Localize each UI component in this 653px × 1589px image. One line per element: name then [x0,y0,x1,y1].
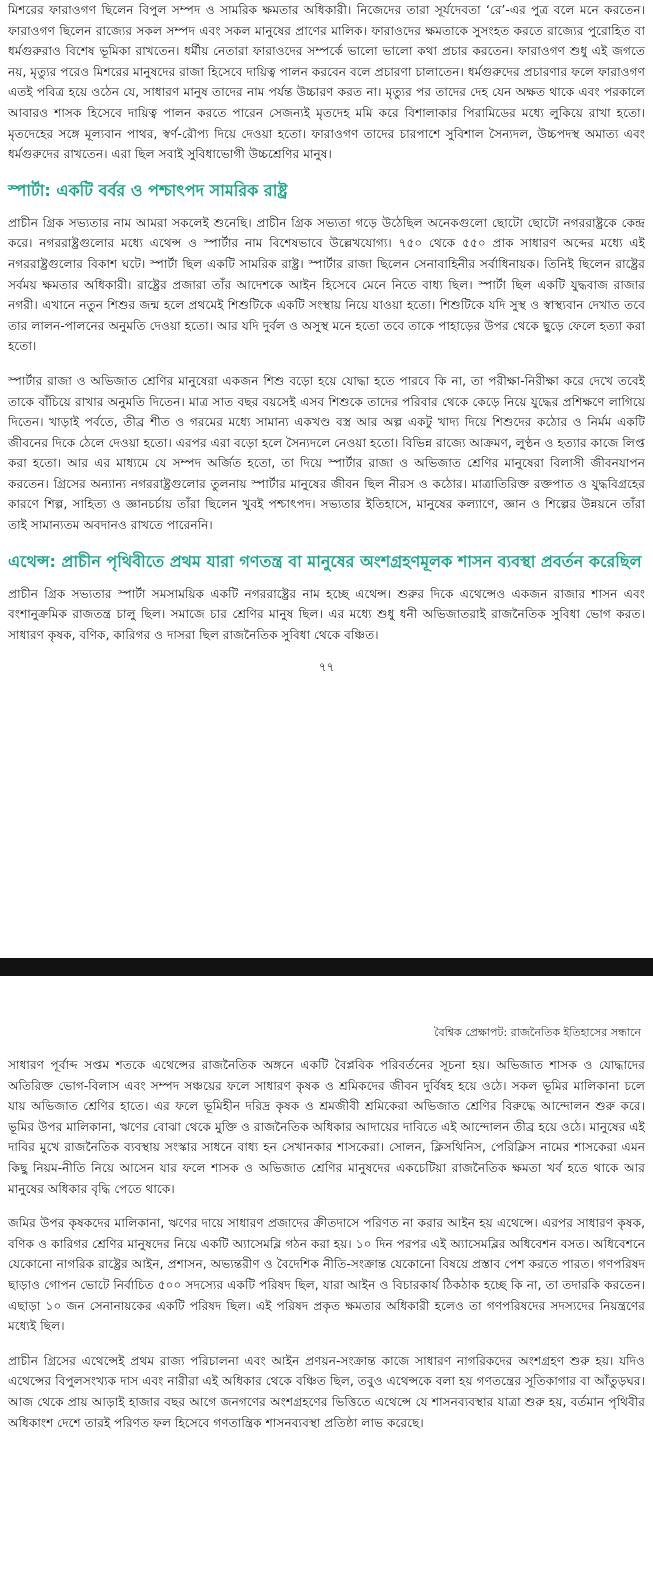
paragraph-athens-intro: প্রাচীন গ্রিক সভ্যতার স্পার্টা সমসাময়িক একটি নগররাষ্ট্রের নাম হচ্ছে এথেন্স। শুরুর দিকে এথেন্সেও একজন রাজার শাসন এবং বংশানুক্রমিক রাজতন্ত্র চালু ছিল। সমাজে চার শ্রেণির মানুষ ছিল। এর মধ্যে শুধু ধনী অভিজাতরাই রাজনৈতিক সুবিধা ভোগ করত। সাধারণ কৃষক, বণিক, কারিগর ও দাসরা ছিল রাজনৈতিক সুবিধা থেকে বঞ্চিত। [8,586,645,642]
heading-athens: এথেন্স: প্রাচীন পৃথিবীতে প্রথম যারা গণতন্ত্র বা মানুষের অংশগ্রহণমূলক শাসন ব্যবস্থা প্রবর্তন করেছিল [8,551,642,571]
paragraph-athens-assembly: জমির উপর কৃষকদের মালিকানা, ঋণের দায়ে সাধারণ প্রজাদের ক্রীতদাসে পরিণত না করার আইন হয় এথেন্সে। এরপর সাধারণ কৃষক, বণিক ও কারিগর শ্রেণির মানুষদের নিয়ে একটি অ্যাসেমব্লি গঠন করা হয়। ১০ দিন পরপর এই অ্যাসেমব্লির অধিবেশন বসত। অধিবেশনে যেকোনো নাগরিক রাষ্ট্রের আইন, প্রশাসন, অভ্যন্তরীণ ও বৈদেশিক নীতি-সংক্রান্ত যেকোনো বিষয়ে প্রস্তাব পেশ করতে পারত। গণপরিষদ ছাড়াও গোপন ভোটে নির্বাচিত ৫০০ সদস্যের একটি পরিষদ ছিল, যারা আইন ও বিচারকার্য ঠিকঠাক হচ্ছে কি না, তা তদারকি করতেন। এছাড়া ১০ জন সেনানায়কের একটি পরিষদ ছিল। এই পরিষদ প্রকৃত ক্ষমতার অধিকারী হলেও তা গণপরিষদের সদস্যদের নিয়ন্ত্রণের মধ্যেই ছিল। [8,1216,645,1334]
paragraph-athens-reform: সাধারণ পূর্বাব্দ সপ্তম শতকে এথেন্সের রাজনৈতিক অঙ্গনে একটি বৈপ্লবিক পরিবর্তনের সূচনা হয়। অভিজাত শাসক ও যোদ্ধাদের অতিরিক্ত ভোগ-বিলাস এবং সম্পদ সঞ্চয়ের ফলে সাধারণ কৃষক ও শ্রমিকদের জীবন দুর্বিষহ হয়ে ওঠে। সকল ভূমির মালিকানা চলে যায় অভিজাত শ্রেণির হাতে। এর ফলে ভূমিহীন দরিদ্র কৃষক ও শ্রমজীবী শ্রমিকেরা অভিজাত শ্রেণির বিরুদ্ধে আন্দোলন শুরু করে। ভূমির উপর মালিকানা, ঋণের বোঝা থেকে মুক্তি ও রাজনৈতিক অধিকার আদায়ের দাবিতে এই আন্দোলন তীব্র হয়ে ওঠে। মানুষের এই দাবির মুখে রাজনৈতিক ব্যবস্থায় সংস্কার সাধনে বাধ্য হন সেখানকার শাসকেরা। সোলন, ক্লিসথিনিস, পেরিক্লিস নামের শাসকেরা এমন কিছু নিয়ম-নীতি নিয়ে আসেন যার ফলে শাসক ও অভিজাত শ্রেণির মানুষদের একচেটিয়া রাজনৈতিক ক্ষমতা খর্ব হতে থাকে আর মানুষের অধিকার বৃদ্ধি পেতে থাকে। [8,1058,645,1196]
heading-sparta: স্পার্টা: একটি বর্বর ও পশ্চাৎপদ সামরিক রাষ্ট্র [8,180,288,200]
running-header: বৈশ্বিক প্রেক্ষাপট: রাজনৈতিক ইতিহাসের সন্ধানে [434,1026,641,1039]
page-bottom [0,976,653,1589]
paragraph-sparta-intro: প্রাচীন গ্রিক সভ্যতার নাম আমরা সকলেই শুনেছি। প্রাচীন গ্রিক সভ্যতা গড়ে উঠেছিল অনেকগুলো ছোটো ছোটো নগররাষ্ট্রকে কেন্দ্র করে। নগররাষ্ট্রগুলোর মধ্যে এথেন্স ও স্পার্টার নাম বিশেষভাবে উল্লেখযোগ্য। ৭৫০ থেকে ৫৫০ প্রাক সাধারণ অব্দের মধ্যে এই নগররাষ্ট্রগুলোর বিকাশ ঘটে। স্পার্টা ছিল একটি সামরিক রাষ্ট্র। স্পার্টার রাজা ছিলেন সেনাবাহিনীর সর্বাধিনায়ক। তিনিই ছিলেন রাষ্ট্রের সর্বময় ক্ষমতার অধিকারী। রাষ্ট্রের প্রজারা তাঁর আদেশকে আইন হিসেবে মেনে নিতে বাধ্য ছিল। স্পার্টা ছিল একটি যুদ্ধবাজ রাজার নগরী। এখানে নতুন শিশুর জন্ম হলে প্রথমেই শিশুটিকে একটি সংস্থায় নিয়ে যাওয়া হতো। শিশুটিকে যদি সুস্থ ও স্বাস্থ্যবান দেখাত তবে তার লালন-পালনের অনুমতি দেওয়া হতো। আর যদি দুর্বল ও অসুস্থ মনে হতো তবে তাকে পাহাড়ের উপর থেকে ছুড়ে ফেলে হত্যা করা হতো। [8,215,645,354]
page-number: ৭৭ [318,660,335,675]
page-divider [0,958,653,976]
paragraph-pharaohs: মিশরের ফারাওগণ ছিলেন বিপুল সম্পদ ও সামরিক ক্ষমতার অধিকারী। নিজেদের তারা সূর্যদেবতা ‘রে’-এর পুত্র বলে মনে করতেন। ফারাওগণ ছিলেন রাজ্যের সকল সম্পদ এবং সকল মানুষের প্রাণের মালিক। ফারাওদের ক্ষমতাকে সুসংহত করতে রাজ্যের পুরোহিত বা ধর্মগুরুরাও বিশেষ ভূমিকা রাখতেন। ধর্মীয় নেতারা ফারাওদের সম্পর্কে ভালো ভালো কথা প্রচার করতেন। ফারাওগণ শুধু এই জগতে নয়, মৃত্যুর পরেও মিশরের মানুষদের রাজা হিসেবে দায়িত্ব পালন করবেন বলে প্রচারণা চালাতেন। ধর্মগুরুদের প্রচারণার ফলে ফারাওগণ এতই পবিত্র হয়ে ওঠেন যে, সাধারণ মানুষ তাদের নাম পর্যন্ত উচ্চারণ করত না। মৃত্যুর পর তাদের দেহ যেন অক্ষত থাকে এবং পরকালে আবারও শাসক হিসেবে দায়িত্ব পালন করতে পারেন সেজন্যই মৃতদেহ মমি করে বিশালাকার পিরামিডের মধ্যে লুকিয়ে রাখা হতো। মৃতদেহের সঙ্গে মূল্যবান পাথর, স্বর্ণ-রৌপ্য দিয়ে দেওয়া হতো। ফারাওগণ তাদের চারপাশে সুবিশাল সৈন্যদল, উচ্চপদস্থ অমাত্য এবং ধর্মগুরুদের রাখতেন। এরা ছিল সবাই সুবিধাভোগী উচ্চশ্রেণির মানুষ। [8,3,645,162]
paragraph-athens-democracy: প্রাচীন গ্রিসের এথেন্সেই প্রথম রাজ্য পরিচালনা এবং আইন প্রণয়ন-সংক্রান্ত কাজে সাধারণ নাগরিকদের অংশগ্রহণ শুরু হয়। যদিও এথেন্সের বিপুলসংখ্যক দাস এবং নারীরা এই অধিকার থেকে বঞ্চিত ছিল, তবুও এথেন্সকে বলা হয় গণতন্ত্রের সূতিকাগার বা আঁতুড়ঘর। আজ থেকে প্রায় আড়াই হাজার বছর আগে জনগণের অংশগ্রহণের ভিত্তিতে এথেন্সে যে শাসনব্যবস্থার যাত্রা শুরু হয়, বর্তমান পৃথিবীর অধিকাংশ দেশে তারই পরিণত ফল হিসেবে গণতান্ত্রিক শাসনব্যবস্থা প্রতিষ্ঠা লাভ করেছে। [8,1353,645,1430]
paragraph-sparta-children: স্পার্টার রাজা ও অভিজাত শ্রেণির মানুষেরা একজন শিশু বড়ো হয়ে যোদ্ধা হতে পারবে কি না, তা পরীক্ষা-নিরীক্ষা করে দেখে তবেই তাকে বাঁচিয়ে রাখার অনুমতি দিতেন। মাত্র সাত বছর বয়সেই এসব শিশুকে তাদের পরিবার থেকে কেড়ে নিয়ে যুদ্ধের প্রশিক্ষণে লাগিয়ে দিতেন। খাড়াই পর্বতে, তীব্র শীত ও গরমের মধ্যে সামান্য একখণ্ড বস্ত্র আর অল্প একটু খাদ্য দিয়ে শিশুদের কঠোর ও নির্মম একটি জীবনের দিকে ঠেলে দেওয়া হতো। এরপর এরা বড়ো হলে সৈন্যদলে নেওয়া হতো। বিভিন্ন রাজ্যে আক্রমণ, লুণ্ঠন ও হত্যার কাজে লিপ্ত করা হতো। আর এর মাধ্যমে যে সম্পদ অর্জিত হতো, তা দিয়ে স্পার্টার রাজা ও অভিজাত শ্রেণির মানুষেরা বিলাসী জীবনযাপন করতেন। গ্রিসের অন্যান্য নগররাষ্ট্রগুলোর তুলনায় স্পার্টার মানুষের জীবন ছিল নীরস ও কঠোর। মাত্রাতিরিক্ত রক্তপাত ও যুদ্ধবিগ্রহের কারণে শিল্প, সাহিত্য ও জ্ঞানচর্চায় তাঁরা ছিলেন খুবই পশ্চাৎপদ। সভ্যতার ইতিহাসে, মানুষের কল্যাণে, জ্ঞান ও শিল্পের উন্নয়নে তাঁরা তাই সামান্যতম অবদানও রাখতে পারেননি। [8,373,645,533]
